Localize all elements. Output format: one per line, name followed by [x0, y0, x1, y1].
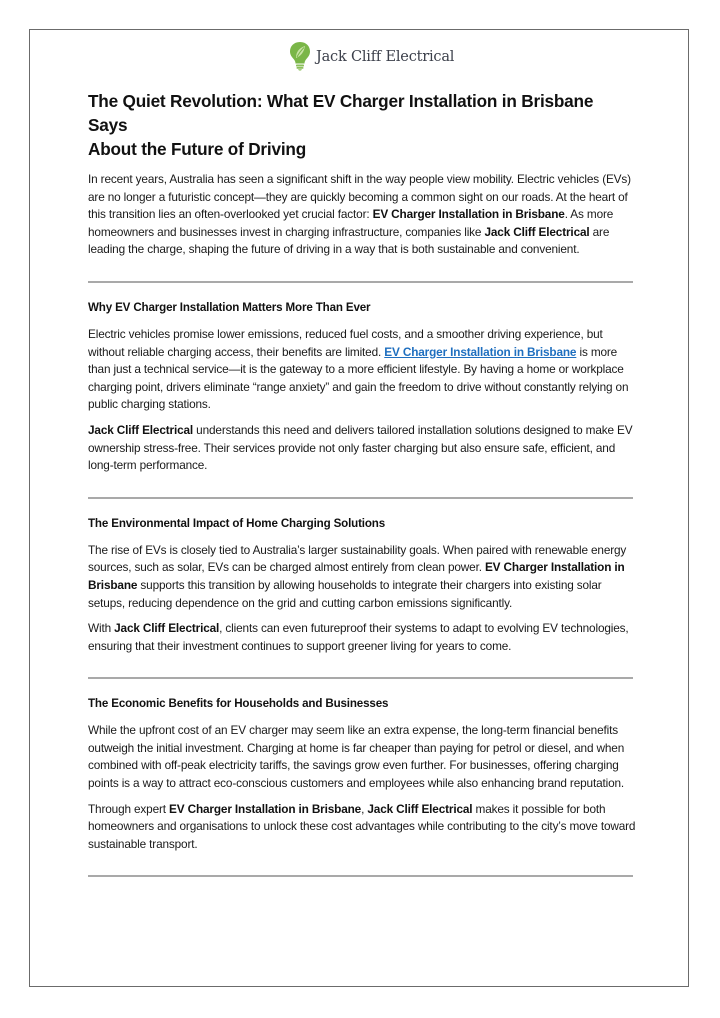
text-run: understands this need and delivers tailored installation solutions designed to make EV ownership stress-free. Their services provide not only faster charging but also ensure safe, efficient, and long-term performance.	[88, 422, 633, 473]
bold-keyword: EV Charger Installation in Brisbane	[169, 801, 362, 816]
section-paragraph	[88, 722, 636, 792]
bold-keyword: EV Charger Installation in Brisbane	[372, 207, 565, 222]
section-heading: The Environmental Impact of Home Charging Solutions	[88, 516, 386, 530]
title-line-1: The Quiet Revolution: What EV Charger Installation in Brisbane Says	[88, 91, 594, 135]
section-paragraph	[88, 620, 636, 655]
lightbulb-leaf-icon	[289, 41, 311, 71]
bold-keyword: EV Charger Installation in Brisbane	[88, 560, 625, 592]
text-run: Through expert	[88, 801, 170, 816]
text-run: makes it possible for both homeowners and organisations to unlock these cost advantages while contributing to the city’s move toward sustainable transport.	[88, 801, 636, 851]
text-run: ,	[361, 801, 368, 816]
section-paragraph	[88, 422, 636, 475]
section-heading: The Economic Benefits for Households and Businesses	[88, 697, 389, 711]
section-divider	[88, 875, 633, 877]
section-paragraph	[88, 801, 636, 854]
text-run: While the upfront cost of an EV charger may seem like an extra expense, the long-term financial benefits outweigh the initial investment. Charging at home is far cheaper than paying for petrol or diesel, and when combined with off-peak electricity tariffs, the savings grow even further. For businesses, offering charging points is a way to attract eco-conscious customers and employees while also enhancing brand reputation.	[88, 723, 625, 791]
text-run: The rise of EVs is closely tied to Australia’s larger sustainability goals. When paired with renewable energy sources, such as solar, EVs can be charged almost entirely from clean power.	[88, 542, 627, 575]
text-run: Electric vehicles promise lower emissions, reduced fuel costs, and a smoother driving experience, but without reliable charging access, their benefits are limited.	[88, 326, 603, 359]
text-run: are leading the charge, shaping the future of driving in a way that is both sustainable and convenient.	[88, 224, 610, 257]
text-run: With	[88, 621, 115, 636]
section-heading: Why EV Charger Installation Matters More Than Ever	[88, 300, 371, 314]
section-paragraph	[88, 326, 636, 414]
intro-paragraph	[88, 171, 636, 259]
brand-name: Jack Cliff Electrical	[316, 49, 455, 65]
text-run: supports this transition by allowing households to integrate their chargers into existing solar setups, reducing dependence on the grid and cutting carbon emissions significantly.	[88, 577, 602, 610]
bold-brand: Jack Cliff Electrical	[484, 224, 590, 239]
text-run: is more than just a technical service—it is the gateway to a more efficient lifestyle. By having a home or workplace charging point, drivers eliminate “range anxiety” and gain the freedom to drive without constantly relying on public charging stations.	[88, 344, 629, 412]
brand-logo	[289, 40, 454, 72]
title-line-2: About the Future of Driving	[88, 139, 307, 159]
text-run: . As more homeowners and businesses invest in charging infrastructure, companies like	[88, 207, 614, 239]
article-title	[88, 89, 636, 161]
bold-brand: Jack Cliff Electrical	[114, 621, 220, 636]
text-run: , clients can even futureproof their systems to adapt to evolving EV technologies, ensuring that their investment continues to support greener living for years to come.	[88, 621, 629, 653]
bold-brand: Jack Cliff Electrical	[88, 422, 194, 437]
article-content	[88, 89, 636, 877]
text-run: In recent years, Australia has seen a significant shift in the way people view mobility. Electric vehicles (EVs) are no longer a futuristic concept—they are quickly becoming a common sight on our roads. At the heart of this transition lies an often-overlooked yet crucial factor:	[88, 172, 631, 222]
section-paragraph	[88, 542, 636, 612]
bold-brand: Jack Cliff Electrical	[367, 801, 473, 816]
ev-charger-installation-link[interactable]: EV Charger Installation in Brisbane	[384, 344, 577, 359]
